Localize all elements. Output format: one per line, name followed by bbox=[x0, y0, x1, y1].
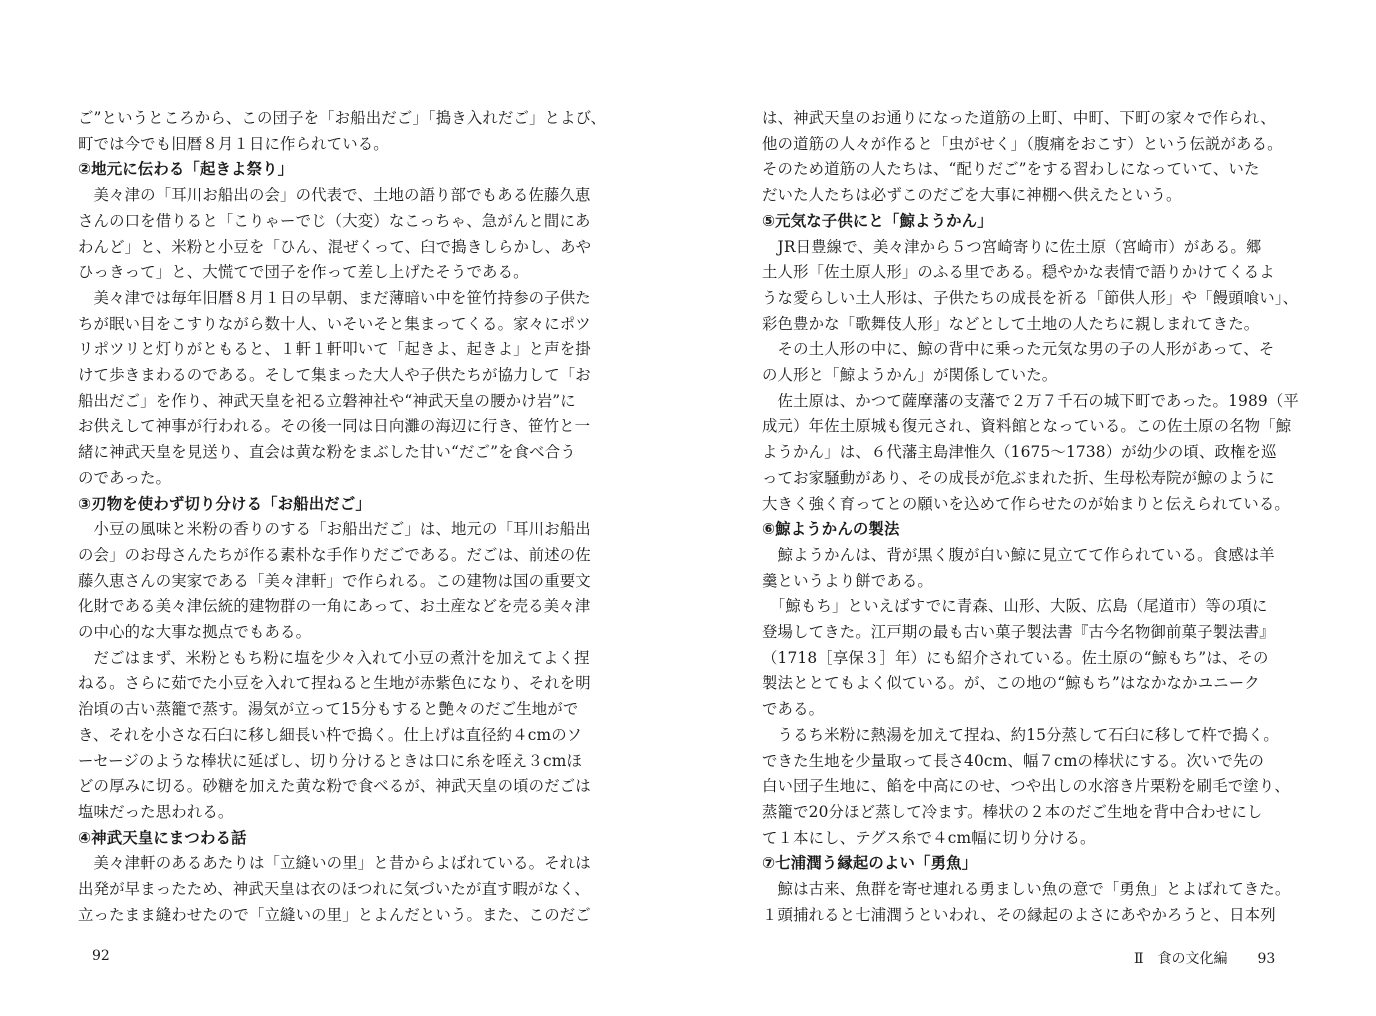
page-number-right: 93 bbox=[1257, 951, 1276, 967]
body-line: だいた人たちは必ずこのだごを大事に神棚へ供えたという。 bbox=[762, 186, 1182, 205]
body-line: うるち米粉に熱湯を加えて捏ね、約15分蒸して石臼に移して杵で搗く。 bbox=[762, 725, 1279, 744]
body-line: 他の道筋の人々が作ると「虫がせく」（腹痛をおこす）という伝説がある。 bbox=[762, 134, 1283, 153]
body-line: けて歩きまわるのである。そして集まった大人や子供たちが協力して「お bbox=[78, 366, 591, 385]
body-line: わんど」と、米粉と小豆を「ひん、混ぜくって、臼で搗きしらかし、あや bbox=[78, 237, 592, 256]
body-line: 化財である美々津伝統的建物群の一角にあって、お土産などを売る美々津 bbox=[78, 597, 591, 616]
body-line: 立ったまま縫わせたので「立縫いの里」とよんだという。また、このだご bbox=[78, 905, 591, 924]
body-line: だごはまず、米粉ともち粉に塩を少々入れて小豆の煮汁を加えてよく捏 bbox=[78, 648, 590, 667]
body-line: ーセージのような棒状に延ばし、切り分けるときは口に糸を咥え３cmほ bbox=[78, 751, 583, 770]
body-line: 美々津軒のあるあたりは「立縫いの里」と昔からよばれている。それは bbox=[78, 854, 591, 873]
body-line: 鯨は古来、魚群を寄せ連れる勇ましい魚の意で「勇魚」とよばれてきた。 bbox=[762, 880, 1291, 899]
body-line: 羹というより餅である。 bbox=[762, 571, 933, 590]
body-line: 登場してきた。江戸期の最も古い菓子製法書『古今名物御前菓子製法書』 bbox=[762, 623, 1275, 642]
body-line: 白い団子生地に、餡を中高にのせ、つや出しの水溶き片栗粉を刷毛で塗り、 bbox=[762, 777, 1290, 796]
body-line: ひっきって」と、大慌てで団子を作って差し上げたそうである。 bbox=[78, 263, 529, 282]
section-heading: ⑦七浦潤う縁起のよい「勇魚」 bbox=[762, 854, 978, 873]
body-line: ねる。さらに茹でた小豆を入れて捏ねると生地が赤紫色になり、それを明 bbox=[78, 674, 591, 693]
body-line: 緒に神武天皇を見送り、直会は黄な粉をまぶした甘い“だご”を食べ合う bbox=[78, 443, 576, 462]
body-line: ちが眠い目をこすりながら数十人、いそいそと集まってくる。家々にポツ bbox=[78, 314, 591, 333]
body-line: 美々津の「耳川お船出の会」の代表で、土地の語り部でもある佐藤久恵 bbox=[78, 186, 591, 205]
body-line: のであった。 bbox=[78, 468, 172, 487]
section-heading: ②地元に伝わる「起きよ祭り」 bbox=[78, 160, 294, 179]
right-page bbox=[762, 106, 1310, 936]
body-line: その土人形の中に、鯨の背中に乗った元気な男の子の人形があって、そ bbox=[762, 340, 1275, 359]
body-line: 土人形「佐土原人形」のふる里である。穏やかな表情で語りかけてくるよ bbox=[762, 263, 1275, 282]
body-line: １頭捕れると七浦潤うといわれ、その縁起のよさにあやかろうと、日本列 bbox=[762, 905, 1276, 924]
body-line: の中心的な大事な拠点でもある。 bbox=[78, 623, 312, 642]
body-line: 治頃の古い蒸籠で蒸す。湯気が立って15分もすると艶々のだご生地がで bbox=[78, 700, 579, 719]
section-heading: ⑤元気な子供にと「鯨ようかん」 bbox=[762, 211, 993, 230]
body-line: 大きく強く育ってとの願いを込めて作らせたのが始まりと伝えられている。 bbox=[762, 494, 1290, 513]
body-line: さんの口を借りると「こりゃーでじ（大変）なこっちゃ、急がんと間にあ bbox=[78, 211, 591, 230]
body-line: 塩味だった思われる。 bbox=[78, 802, 234, 821]
body-line: 藤久恵さんの実家である「美々津軒」で作られる。この建物は国の重要文 bbox=[78, 571, 591, 590]
body-line: ようかん」は、６代藩主島津惟久（1675～1738）が幼少の頃、政権を巡 bbox=[762, 443, 1277, 462]
body-line: そのため道筋の人たちは、“配りだご”をする習わしになっていて、いた bbox=[762, 160, 1260, 179]
body-line: の人形と「鯨ようかん」が関係していた。 bbox=[762, 366, 1058, 385]
body-line: 佐土原は、かつて薩摩藩の支藩で２万７千石の城下町であった。1989（平 bbox=[762, 391, 1299, 410]
body-line: 彩色豊かな「歌舞伎人形」などとして土地の人たちに親しまれてきた。 bbox=[762, 314, 1260, 333]
body-line: （1718［享保３］年）にも紹介されている。佐土原の“鯨もち”は、その bbox=[762, 648, 1269, 667]
body-line: 製法ととてもよく似ている。が、この地の“鯨もち”はなかなかユニーク bbox=[762, 674, 1260, 693]
body-line: 蒸籠で20分ほど蒸して冷ます。棒状の２本のだご生地を背中合わせにし bbox=[762, 802, 1263, 821]
section-number: Ⅱ bbox=[1134, 951, 1144, 967]
left-page bbox=[78, 106, 618, 936]
body-line: リポツリと灯りがともると、１軒１軒叩いて「起きよ、起きよ」と声を掛 bbox=[78, 340, 591, 359]
body-line: うな愛らしい土人形は、子供たちの成長を祈る「節供人形」や「饅頭喰い」、 bbox=[762, 288, 1299, 307]
body-line: できた生地を少量取って長さ40cm、幅７cmの棒状にする。次いで先の bbox=[762, 751, 1265, 770]
body-line: ってお家騒動があり、その成長が危ぶまれた折、生母松寿院が鯨のように bbox=[762, 468, 1275, 487]
body-line: て１本にし、テグス糸で４cm幅に切り分ける。 bbox=[762, 828, 1096, 847]
section-heading: ④神武天皇にまつわる話 bbox=[78, 828, 247, 847]
body-line: 「鯨もち」といえばすでに青森、山形、大阪、広島（尾道市）等の項に bbox=[762, 597, 1268, 616]
body-line: 美々津では毎年旧暦８月１日の早朝、まだ薄暗い中を笹竹持参の子供た bbox=[78, 288, 591, 307]
running-footer-right bbox=[1134, 948, 1275, 968]
body-line: どの厚みに切る。砂糖を加えた黄な粉で食べるが、神武天皇の頃のだごは bbox=[78, 777, 591, 796]
section-title: 食の文化編 bbox=[1157, 951, 1228, 967]
body-line: ご”というところから、この団子を「お船出だご」「搗き入れだご」とよび、 bbox=[78, 109, 607, 127]
section-heading: ③刃物を使わず切り分ける「お船出だご」 bbox=[78, 494, 371, 513]
body-line: き、それを小さな石臼に移し細長い杵で搗く。仕上げは直径約４cmのソ bbox=[78, 725, 583, 744]
body-line: は、神武天皇のお通りになった道筋の上町、中町、下町の家々で作られ、 bbox=[762, 109, 1276, 127]
body-line: 出発が早まったため、神武天皇は衣のほつれに気づいたが直す暇がなく、 bbox=[78, 880, 590, 899]
body-line: である。 bbox=[762, 700, 825, 719]
body-line: お供えして神事が行われる。その後一同は日向灘の海辺に行き、笹竹と一 bbox=[78, 417, 591, 436]
body-line: の会」のお母さんたちが作る素朴な手作りだごである。だごは、前述の佐 bbox=[78, 545, 591, 564]
body-line: 成元）年佐土原城も復元され、資料館となっている。この佐土原の名物「鯨 bbox=[762, 417, 1292, 436]
body-line: 町では今でも旧暦８月１日に作られている。 bbox=[78, 134, 389, 153]
body-line: 小豆の風味と米粉の香りのする「お船出だご」は、地元の「耳川お船出 bbox=[78, 520, 591, 539]
body-line: 鯨ようかんは、背が黒く腹が白い鯨に見立てて作られている。食感は羊 bbox=[762, 545, 1275, 564]
body-line: JR日豊線で、美々津から５つ宮崎寄りに佐土原（宮崎市）がある。郷 bbox=[762, 237, 1262, 256]
section-heading: ⑥鯨ようかんの製法 bbox=[762, 520, 900, 539]
page-number-left: 92 bbox=[92, 948, 110, 964]
body-line: 船出だご」を作り、神武天皇を祀る立磐神社や“神武天皇の腰かけ岩”に bbox=[78, 391, 576, 410]
